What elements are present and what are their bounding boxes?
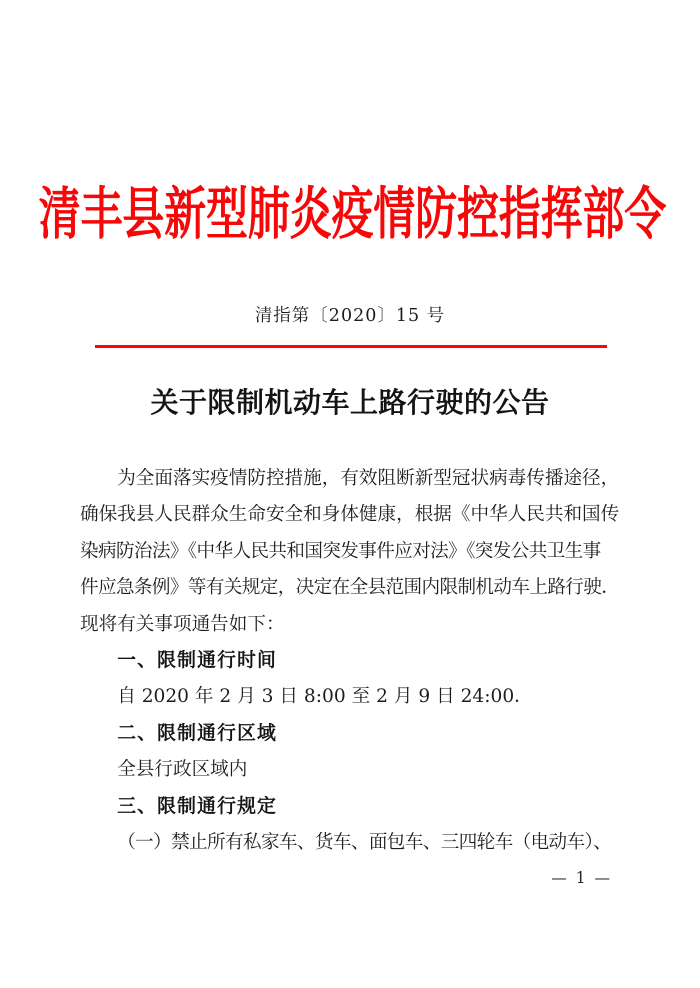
section-1-heading: 一、限制通行时间 xyxy=(117,650,278,672)
intro-line-4: 件应急条例》等有关规定，决定在全县范围内限制机动车上路行驶． xyxy=(80,577,620,599)
notice-title: 关于限制机动车上路行驶的公告 xyxy=(150,386,550,419)
section-2-heading: 二、限制通行区域 xyxy=(117,722,278,744)
org-title: 清丰县新型肺炎疫情防控指挥部令 xyxy=(38,181,667,248)
org-title-wrap xyxy=(0,181,700,248)
page-number: — 1 — xyxy=(551,869,612,887)
section-3-heading: 三、限制通行规定 xyxy=(117,795,278,817)
section-2-content: 全县行政区域内 xyxy=(117,759,248,781)
intro-line-3: 染病防治法》《中华人民共和国突发事件应对法》《突发公共卫生事 xyxy=(80,540,601,562)
section-1-content: 自 2020 年 2 月 3 日 8:00 至 2 月 9 日 24:00． xyxy=(117,686,533,708)
body-text xyxy=(80,461,620,861)
section-3-content: （一）禁止所有私家车、货车、面包车、三四轮车（电动车）、 xyxy=(117,832,612,854)
doc-number: 清指第〔2020〕15 号 xyxy=(254,306,446,326)
intro-line-1: 为全面落实疫情防控措施，有效阻断新型冠状病毒传播途径， xyxy=(117,468,620,489)
intro-line-2: 确保我县人民群众生命安全和身体健康，根据《中华人民共和国传 xyxy=(80,504,620,526)
red-divider xyxy=(95,345,607,348)
intro-line-5: 现将有关事项通告如下： xyxy=(80,613,285,635)
